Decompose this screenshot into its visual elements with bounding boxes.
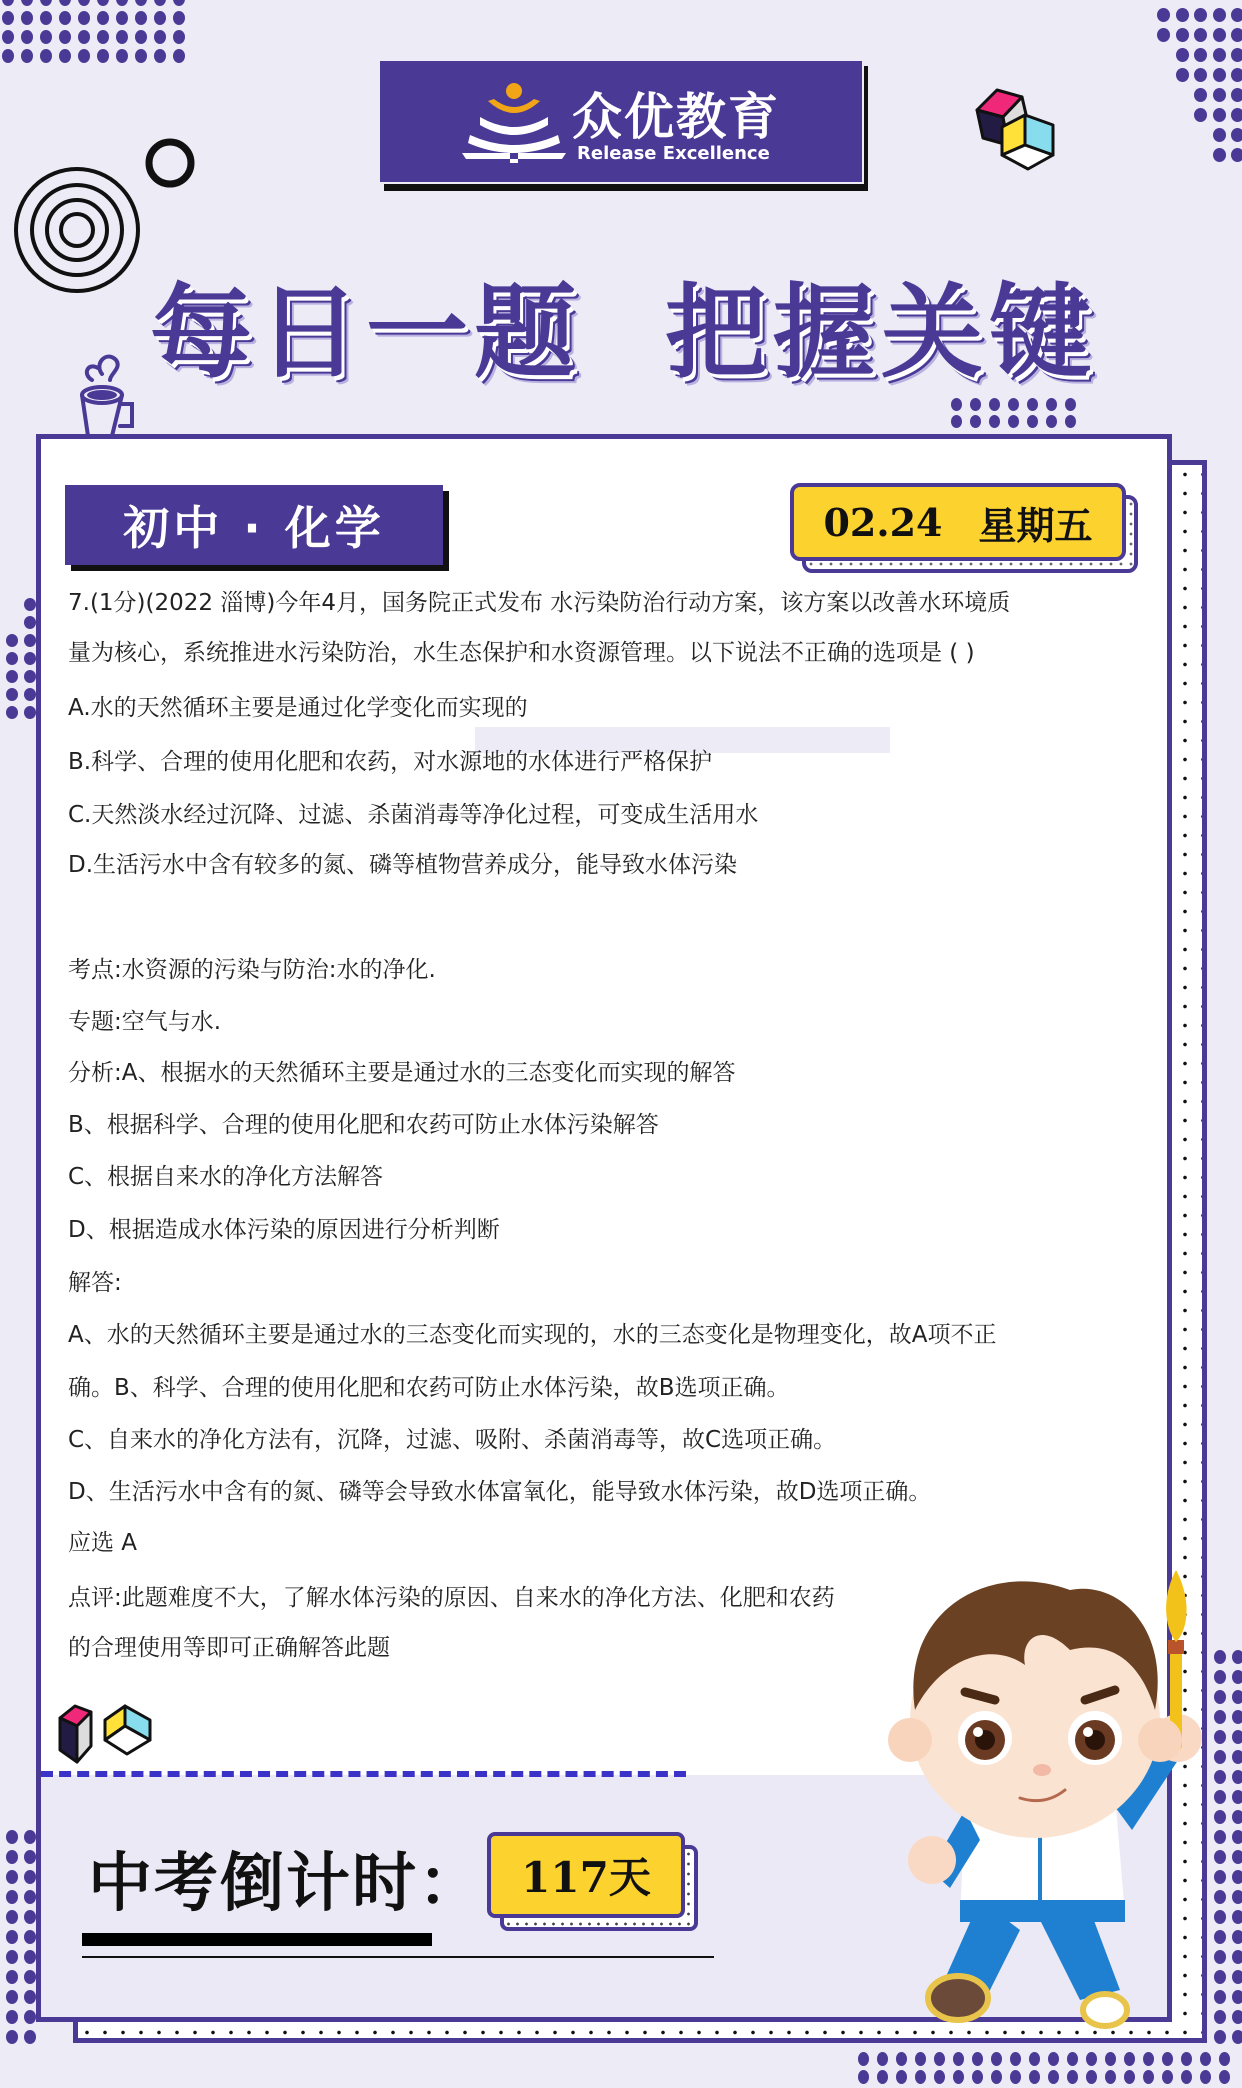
- analysis-line: 考点:水资源的污染与防治:水的净化.: [68, 957, 436, 983]
- answer-heading: 解答:: [68, 1270, 122, 1296]
- comment-line: 的合理使用等即可正确解答此题: [68, 1635, 390, 1661]
- subject-badge: 初中 · 化学: [65, 485, 443, 565]
- brand-name: 众优教育: [572, 88, 780, 146]
- thin-underline: [82, 1956, 714, 1958]
- coffee-mug-icon: [62, 340, 152, 440]
- mascot-boy-illustration: [870, 1570, 1210, 2040]
- cubes-icon: [970, 85, 1090, 185]
- option-c: C.天然淡水经过沉降、过滤、杀菌消毒等净化过程，可变成生活用水: [68, 802, 759, 828]
- answer-line: 确。B、科学、合理的使用化肥和农药可防止水体污染，故B选项正确。: [68, 1375, 790, 1401]
- answer-line: D、生活污水中含有的氮、磷等会导致水体富氧化，能导致水体污染，故D选项正确。: [68, 1479, 932, 1505]
- weekday-value: 星期五: [978, 502, 1093, 548]
- answer-line: A、水的天然循环主要是通过水的三态变化而实现的，水的三态变化是物理变化，故A项不正: [68, 1322, 997, 1348]
- comment-line: 点评:此题难度不大，了解水体污染的原因、自来水的净化方法、化肥和农药: [68, 1585, 835, 1611]
- analysis-line: D、根据造成水体污染的原因进行分析判断: [68, 1217, 500, 1243]
- banner-title: 每日一题 把握关键: [150, 274, 1098, 393]
- thick-underline: [82, 1933, 432, 1946]
- analysis-line: 分析:A、根据水的天然循环主要是通过水的三态变化而实现的解答: [68, 1060, 736, 1086]
- date-value: 02.24: [823, 499, 943, 545]
- countdown-label: 中考倒计时：: [88, 1847, 484, 1921]
- small-cubes-icon: [55, 1700, 185, 1766]
- option-d: D.生活污水中含有较多的氮、磷等植物营养成分，能导致水体污染: [68, 852, 738, 878]
- brand-tagline: Release Excellence: [577, 143, 770, 164]
- answer-choice: 应选 A: [68, 1530, 138, 1556]
- countdown-badge: 117天: [487, 1832, 685, 1918]
- question-stem-line: 量为核心，系统推进水污染防治，水生态保护和水资源管理。以下说法不正确的选项是 ( ): [68, 640, 975, 666]
- analysis-line: 专题:空气与水.: [68, 1009, 222, 1035]
- analysis-line: C、根据自来水的净化方法解答: [68, 1164, 384, 1190]
- question-stem-line: 7.(1分)(2022 淄博)今年4月，国务院正式发布 水污染防治行动方案，该方案以改善水环境质: [68, 590, 1011, 616]
- date-badge: [790, 483, 1126, 561]
- option-b: B.科学、合理的使用化肥和农药，对水源地的水体进行严格保护: [68, 749, 713, 775]
- logo-mark-icon: [458, 79, 568, 164]
- option-a: A.水的天然循环主要是通过化学变化而实现的: [68, 695, 528, 721]
- analysis-line: B、根据科学、合理的使用化肥和农药可防止水体污染解答: [68, 1112, 659, 1138]
- brand-logo: [378, 59, 864, 184]
- dashed-divider: [41, 1771, 686, 1777]
- answer-line: C、自来水的净化方法有，沉降，过滤、吸附、杀菌消毒等，故C选项正确。: [68, 1427, 837, 1453]
